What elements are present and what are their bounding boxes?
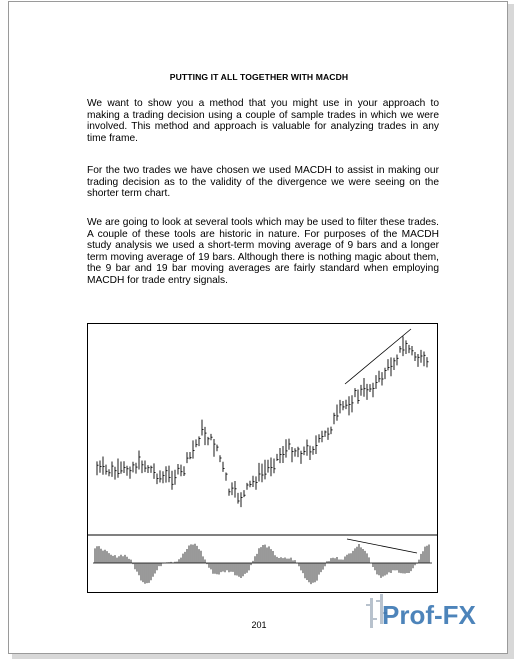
paragraph-3: We are going to look at several tools which may be used to filter these trades. A couple of these tools are historic in nature. For purposes of the MACDH study analysis we used a short-term moving average of 9 bars and a longer term moving average of 19 bars. Although there is nothing magic about them, the 9 bar and 19 bar moving averages are fairly standard when employing MACDH for trade entry signals. bbox=[87, 217, 439, 286]
page-title: PUTTING IT ALL TOGETHER WITH MACDH bbox=[169, 72, 349, 82]
page-number: 201 bbox=[251, 620, 267, 630]
paragraph-2: For the two trades we have chosen we used MACDH to assist in making our trading decision as to the validity of the divergence we were seeing on the shorter term chart. bbox=[87, 165, 439, 200]
paragraph-1: We want to show you a method that you might use in your approach to making a trading decision using a couple of sample trades in which we were involved. This method and approach is valuable for analyzing trades in any time frame. bbox=[87, 98, 439, 144]
chart-frame bbox=[88, 324, 438, 593]
watermark-logo bbox=[352, 590, 492, 634]
watermark-text: Prof-FX bbox=[382, 600, 476, 630]
chart-svg bbox=[87, 323, 438, 593]
price-macdh-chart bbox=[87, 323, 438, 593]
document-page bbox=[8, 1, 508, 654]
